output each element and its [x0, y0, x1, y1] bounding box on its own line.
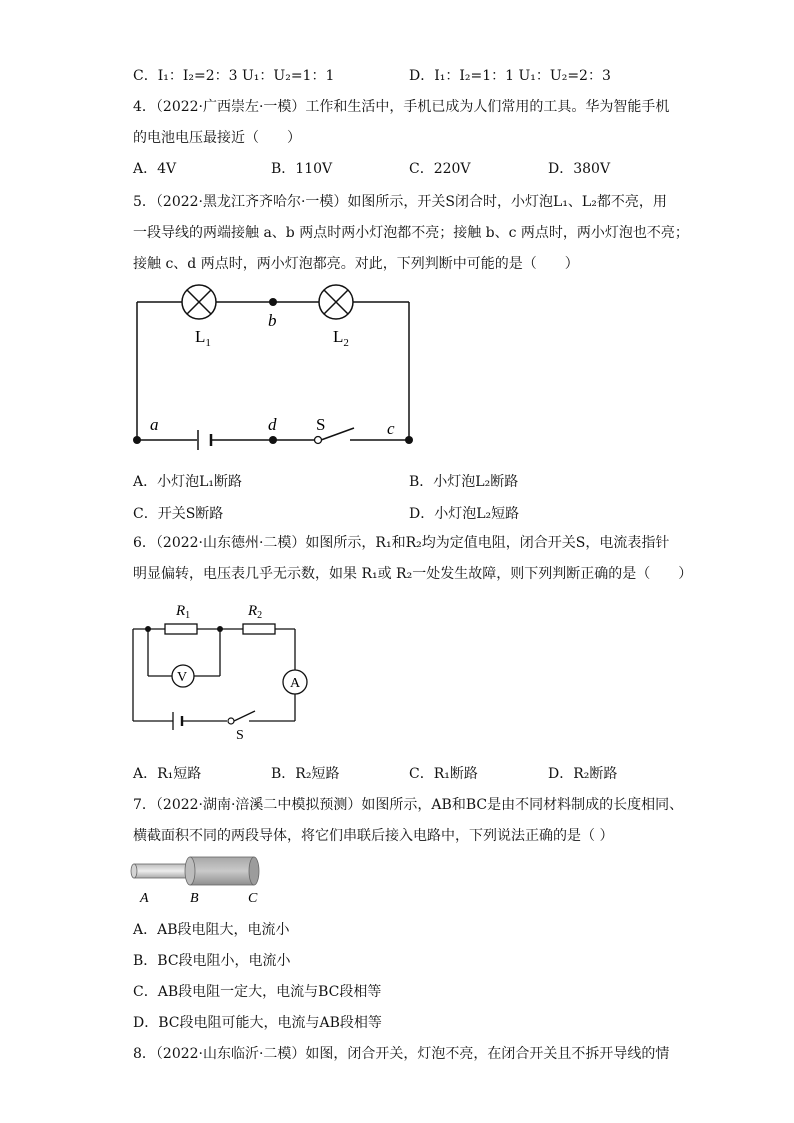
lamp-l2-icon [319, 285, 353, 319]
q6-circuit-diagram [125, 595, 310, 750]
label-c: C [248, 891, 258, 906]
q4-stem-line2: 的电池电压最接近（ ） [133, 130, 301, 146]
q4-option-b: B．110V [271, 161, 333, 177]
q6-option-a: A．R₁短路 [133, 766, 202, 782]
switch-s-icon [315, 437, 322, 444]
label-l1: $L_1$ [195, 327, 211, 349]
q6-option-c: C．R₁断路 [409, 766, 478, 782]
junction-dot [145, 626, 151, 632]
label-d: d [268, 415, 277, 434]
q5-stem-line1: 5．（2022·黑龙江齐齐哈尔·一模）如图所示，开关S闭合时，小灯泡L₁、L₂都不亮，用 [133, 194, 667, 210]
q3-option-c: C．I₁：I₂=2：3 U₁：U₂=1：1 [133, 68, 335, 84]
label-a-meter: A [290, 676, 301, 691]
conductor-ab-icon [131, 864, 190, 878]
q4-option-c: C．220V [409, 161, 471, 177]
battery-icon [198, 430, 211, 450]
q5-option-a: A．小灯泡L₁断路 [133, 474, 243, 490]
label-v: V [177, 670, 188, 685]
label-b: B [190, 891, 199, 906]
q7-stem-line1: 7．（2022·湖南·涪溪二中模拟预测）如图所示，AB和BC是由不同材料制成的长度相同、 [133, 797, 684, 813]
junction-dot [217, 626, 223, 632]
q7-option-a: A．AB段电阻大，电流小 [133, 922, 290, 938]
q5-option-c: C．开关S断路 [133, 506, 224, 522]
label-r2: $R_2$ [248, 603, 263, 621]
q7-conductor-diagram [128, 852, 268, 907]
q6-stem-line1: 6．（2022·山东德州·二模）如图所示，R₁和R₂均为定值电阻，闭合开关S，电流表指针 [133, 535, 670, 551]
node-a-dot [133, 436, 141, 444]
q7-option-c: C．AB段电阻一定大，电流与BC段相等 [133, 984, 382, 1000]
q7-option-d: D．BC段电阻可能大，电流与AB段相等 [133, 1015, 382, 1031]
label-r1: $R_1$ [176, 603, 191, 621]
label-b: b [268, 311, 277, 330]
label-l2: $L_2$ [333, 327, 349, 349]
label-c: c [387, 419, 395, 438]
q5-stem-line2: 一段导线的两端接触 a、b 两点时两小灯泡都不亮；接触 b、c 两点时，两小灯泡也不亮； [133, 225, 689, 241]
q4-option-a: A．4V [133, 161, 177, 177]
q4-option-d: D．380V [548, 161, 611, 177]
q6-option-d: D．R₂断路 [548, 766, 618, 782]
q5-option-d: D．小灯泡L₂短路 [409, 506, 520, 522]
q5-stem-line3: 接触 c、d 两点时，两小灯泡都亮。对此，下列判断中可能的是（ ） [133, 256, 579, 272]
battery-icon [173, 712, 182, 730]
q4-stem-line1: 4．（2022·广西崇左·一模）工作和生活中，手机已成为人们常用的工具。华为智能手机 [133, 99, 670, 115]
q6-stem-line2: 明显偏转，电压表几乎无示数，如果 R₁或 R₂一处发生故障，则下列判断正确的是（ ） [133, 566, 693, 582]
q5-circuit-diagram [120, 280, 430, 455]
resistor-r2-icon [243, 624, 275, 634]
q8-stem-line1: 8．（2022·山东临沂·二模）如图，闭合开关，灯泡不亮，在闭合开关且不拆开导线的情 [133, 1046, 670, 1062]
node-b-dot [269, 298, 277, 306]
q7-stem-line2: 横截面积不同的两段导体，将它们串联后接入电路中，下列说法正确的是（ ） [133, 828, 614, 844]
q5-option-b: B．小灯泡L₂断路 [409, 474, 519, 490]
switch-s-icon [228, 718, 234, 724]
node-d-dot [269, 436, 277, 444]
resistor-r1-icon [165, 624, 197, 634]
q7-option-b: B．BC段电阻小，电流小 [133, 953, 291, 969]
q3-option-d: D．I₁：I₂=1：1 U₁：U₂=2：3 [409, 68, 611, 84]
label-s: S [236, 728, 244, 743]
label-a: A [140, 891, 149, 906]
q6-option-b: B．R₂短路 [271, 766, 340, 782]
label-a: a [150, 415, 159, 434]
node-c-dot [405, 436, 413, 444]
conductor-bc-icon [185, 857, 259, 885]
lamp-l1-icon [182, 285, 216, 319]
label-s: S [316, 415, 326, 434]
